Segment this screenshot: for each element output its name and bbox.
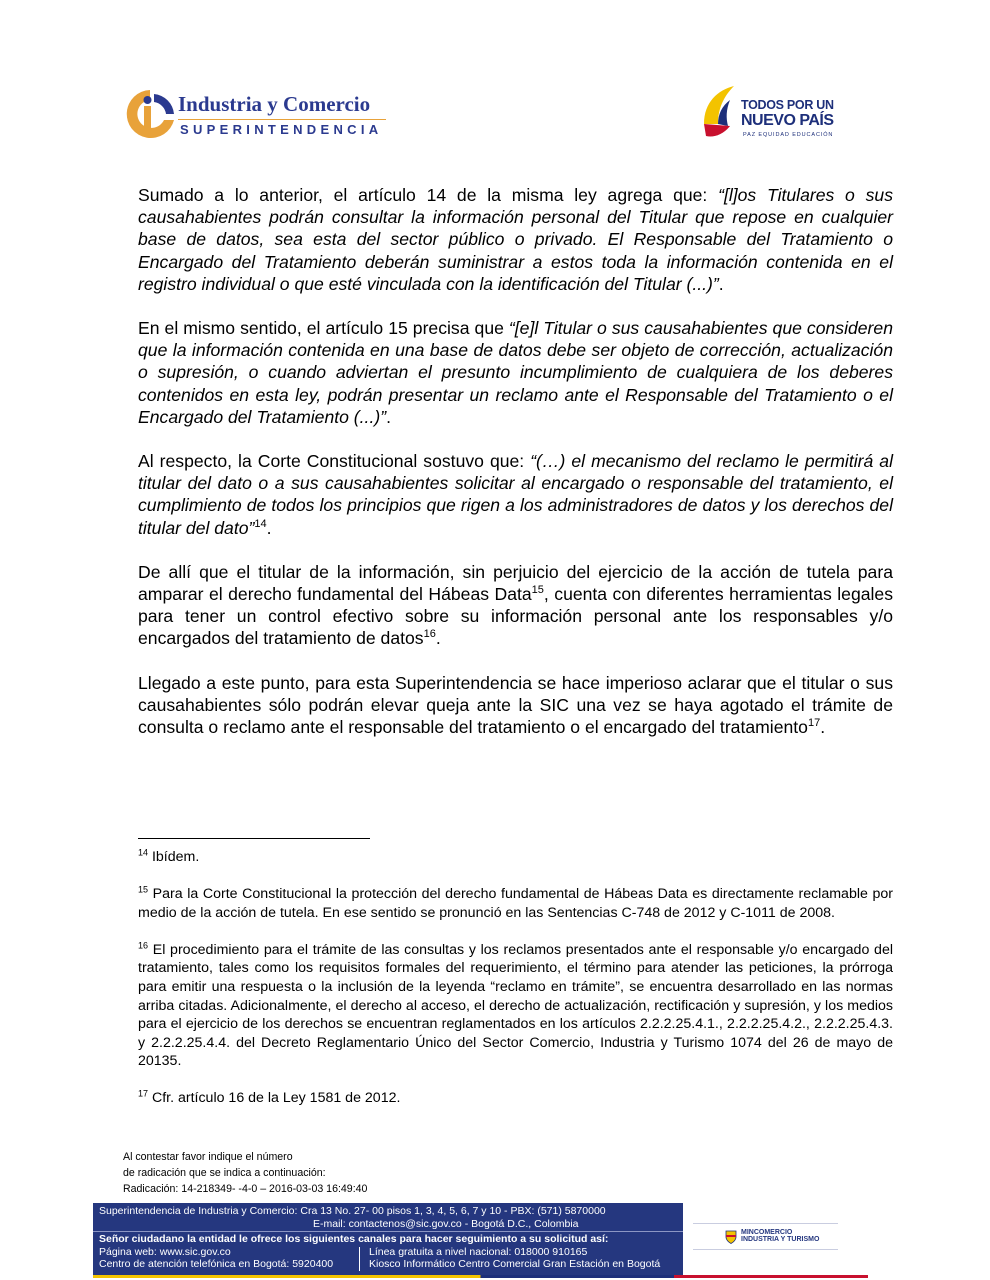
footnote-ref-17[interactable]: 17 <box>807 717 821 730</box>
paragraph-1-lead: Sumado a lo anterior, el artículo 14 de la misma ley agrega que: <box>138 185 719 205</box>
paragraph-5-tail: . <box>820 717 826 738</box>
paragraph-5 <box>138 672 893 739</box>
radicacion-line-1: Al contestar favor indique el número <box>123 1151 293 1163</box>
footnote-17 <box>138 1089 893 1108</box>
document-body <box>138 184 893 760</box>
mincomercio-rule-top <box>693 1223 838 1224</box>
banner-address: Superintendencia de Industria y Comercio: Cra 13 No. 27- 00 pisos 1, 3, 4, 5, 6, 7 y 10 - PBX: (571) 5870000 <box>99 1205 606 1217</box>
footnote-number: 17 <box>138 1088 149 1099</box>
paragraph-2-lead: En el mismo sentido, el artículo 15 precisa que <box>138 318 509 339</box>
mincomercio-name: MINCOMERCIO <box>741 1229 793 1236</box>
banner-email[interactable]: E-mail: contactenos@sic.gov.co - Bogotá D.C., Colombia <box>313 1218 579 1230</box>
banner-kiosk: Kiosco Informático Centro Comercial Gran Estación en Bogotá <box>369 1258 661 1270</box>
government-logo <box>700 84 850 146</box>
banner-toll-free: Línea gratuita a nivel nacional: 018000 910165 <box>369 1246 588 1258</box>
footnote-number: 16 <box>138 940 149 951</box>
paragraph-2 <box>138 317 893 428</box>
mincomercio-logo <box>683 1203 868 1275</box>
paragraph-4-tail: . <box>435 628 441 649</box>
footnote-text: Cfr. artículo 16 de la Ley 1581 de 2012. <box>148 1090 401 1107</box>
banner-divider <box>93 1231 683 1232</box>
government-logo-line1: TODOS POR UN <box>741 98 834 112</box>
government-logo-line2: NUEVO PAÍS <box>741 112 834 129</box>
footnote-ref-14[interactable]: 14 <box>254 517 267 530</box>
paragraph-4-part1: De allí que el titular de la información, sin perjuicio del ejercicio de la acción de tutela para amparar el derecho fundamental del Hábeas Data <box>138 561 893 605</box>
paragraph-5-text: Llegado a este punto, para esta Superintendencia se hace imperioso aclarar que el titular o sus causahabientes sólo podrán elevar queja ante la SIC una vez se haya agotado el trámite de consulta o reclamo ante el responsable del tratamiento o el encargado del tratamiento <box>138 672 893 738</box>
paragraph-3-quote: “(…) el mecanismo del reclamo le permitirá al titular del dato o a sus causahabientes solicitar al encargado o responsable del tratamiento, el cumplimiento de todos los principios que rigen a los administradores de datos y los derechos del titular del dato” <box>138 451 893 538</box>
footnote-number: 14 <box>138 847 149 858</box>
footnote-16 <box>138 941 893 1071</box>
footnote-number: 15 <box>138 884 149 895</box>
footnote-text: Para la Corte Constitucional la protección del derecho fundamental de Hábeas Data es directamente reclamable por medio de la acción de tutela. En ese sentido se pronunció en las Sentencias C-748 de 2012 y C-1011 de 2008. <box>138 886 893 921</box>
radicacion-number: Radicación: 14-218349- -4-0 – 2016-03-03 16:49:40 <box>123 1183 368 1195</box>
paragraph-3-tail: . <box>266 517 272 538</box>
footnote-14 <box>138 848 893 867</box>
paragraph-4 <box>138 561 893 650</box>
mincomercio-rule-bottom <box>693 1249 838 1250</box>
paragraph-1-tail: . <box>718 273 724 294</box>
mincomercio-subtitle: INDUSTRIA Y TURISMO <box>741 1236 820 1243</box>
footnote-ref-15[interactable]: 15 <box>531 584 544 597</box>
paragraph-4-part2: , cuenta con diferentes herramientas legales para tener un control efectivo sobre su información personal ante los responsables y/o encargados del tratamiento de datos <box>138 584 893 649</box>
sic-logo-rule <box>178 119 386 120</box>
banner-channels-heading: Señor ciudadano la entidad le ofrece los siguientes canales para hacer seguimiento a su solicitud así: <box>99 1233 609 1245</box>
paragraph-2-tail: . <box>386 406 391 427</box>
footnotes <box>138 848 893 1127</box>
sic-logo <box>120 86 420 146</box>
sic-logo-name: Industria y Comercio <box>178 92 371 116</box>
footnote-text: El procedimiento para el trámite de las consultas y los reclamos presentados ante el responsable y/o encargado del tratamiento, tales como los requisitos formales del requerimiento, el término para atender las peticiones, la prórroga para emitir una respuesta o la inclusión de la leyenda “reclamo en trámite”, se encuentra desarrollado en las normas arriba citadas. Adicionalmente, el derecho al acceso, el derecho de actualización, rectificación y supresión, y los medios para el ejercicio de los derechos se encuentran reglamentados en los artículos 2.2.2.25.4.1., 2.2.2.25.4.2., 2.2.2.25.4.3. y 2.2.2.25.4.4. del Decreto Reglamentario Único del Sector Comercio, Industria y Turismo 1074 del 26 de mayo de 20135. <box>138 941 893 1070</box>
banner-phone-bogota: Centro de atención telefónica en Bogotá: 5920400 <box>99 1258 334 1270</box>
footer-banner <box>93 1203 683 1275</box>
government-logo-icon <box>700 84 746 144</box>
radicacion-block <box>123 1149 523 1197</box>
colombia-shield-icon <box>725 1230 737 1244</box>
paragraph-2-quote: “[e]l Titular o sus causahabientes que consideren que la información contenida en una base de datos debe ser objeto de corrección, actualización o supresión, o cuando adviertan el presunto incumplimiento de cualquiera de los deberes contenidos en esta ley, podrán presentar un reclamo ante el Responsable del Tratamiento o el Encargado del Tratamiento (...)” <box>138 318 893 427</box>
banner-column-separator <box>359 1247 360 1271</box>
footnote-separator <box>138 838 370 839</box>
radicacion-line-2: de radicación que se indica a continuación: <box>123 1167 326 1179</box>
government-logo-line3: PAZ EQUIDAD EDUCACIÓN <box>743 132 834 138</box>
footnote-15 <box>138 885 893 922</box>
banner-website[interactable]: Página web: www.sic.gov.co <box>99 1246 231 1258</box>
sic-logo-subtitle: SUPERINTENDENCIA <box>180 122 383 137</box>
flag-stripe <box>93 1275 868 1278</box>
paragraph-3-lead: Al respecto, la Corte Constitucional sostuvo que: <box>138 451 531 472</box>
paragraph-1-quote: “[l]os Titulares o sus causahabientes podrán consultar la información personal del Titular que repose en cualquier base de datos, sea esta del sector público o privado. El Responsable del Tratamiento o Encargado del Tratamiento deberán suministrar a estos toda la información contenida en el registro individual o que esté vinculada con la identificación del Titular (...)” <box>138 185 893 294</box>
footnote-ref-16[interactable]: 16 <box>423 628 436 641</box>
paragraph-1 <box>138 184 893 295</box>
paragraph-3 <box>138 450 893 539</box>
sic-logo-icon <box>120 86 180 144</box>
footnote-text: Ibídem. <box>148 849 200 865</box>
